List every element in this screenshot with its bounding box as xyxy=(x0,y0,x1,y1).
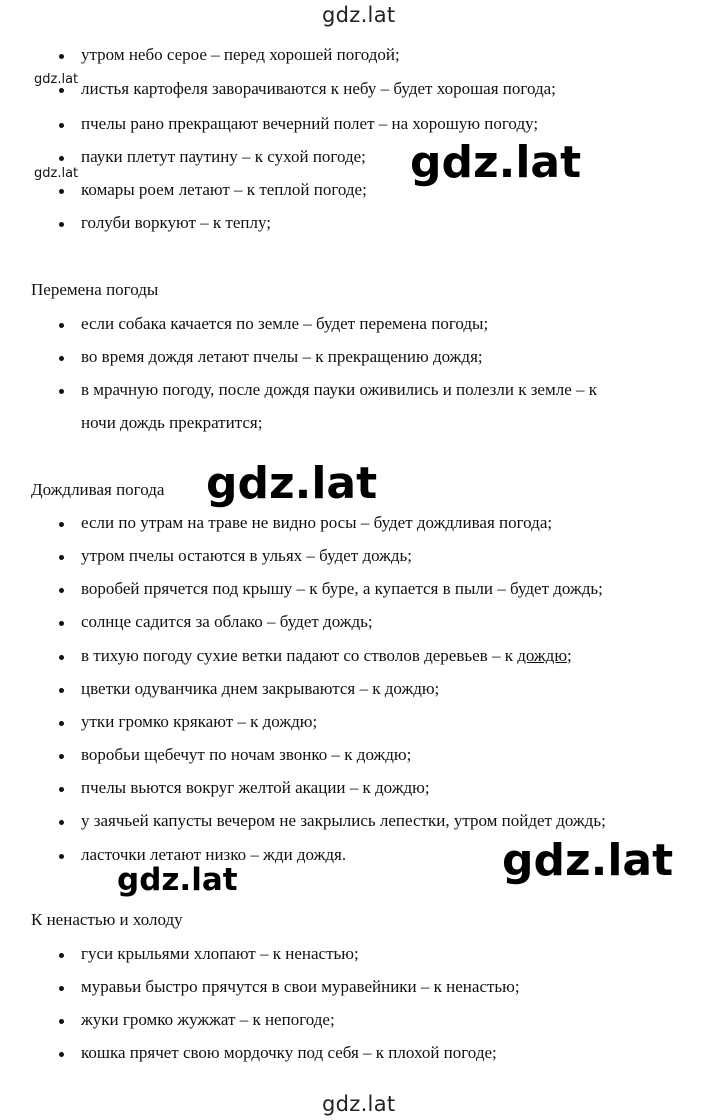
bullet-dot xyxy=(59,621,64,626)
watermark-bottom: gdz.lat xyxy=(322,1092,396,1116)
bullet-dot xyxy=(59,787,64,792)
bullet-dot xyxy=(59,721,64,726)
bullet-dot xyxy=(59,156,64,161)
bullet-dot xyxy=(59,688,64,693)
bullet-dot xyxy=(59,54,64,59)
bullet-dot xyxy=(59,222,64,227)
list-item-continuation: ночи дождь прекратится; xyxy=(81,413,263,432)
bullet-dot xyxy=(59,189,64,194)
watermark-large: gdz.lat xyxy=(206,458,378,509)
watermark-large: gdz.lat xyxy=(502,835,674,886)
bullet-dot xyxy=(59,323,64,328)
bullet-dot xyxy=(59,88,64,93)
watermark-small-left: gdz.lat xyxy=(34,72,79,87)
bullet-dot xyxy=(59,588,64,593)
watermark-medium: gdz.lat xyxy=(117,862,238,898)
bullet-dot xyxy=(59,356,64,361)
bullet-dot xyxy=(59,820,64,825)
bullet-dot xyxy=(59,123,64,128)
watermark-small-left: gdz.lat xyxy=(34,166,79,181)
section-heading: Дождливая погода xyxy=(31,480,165,499)
watermark-top: gdz.lat xyxy=(322,3,396,27)
bullet-dot xyxy=(59,389,64,394)
bullet-dot xyxy=(59,1052,64,1057)
bullet-dot xyxy=(59,522,64,527)
watermark-large: gdz.lat xyxy=(410,137,582,188)
bullet-dot xyxy=(59,953,64,958)
bullet-dot xyxy=(59,1019,64,1024)
bullet-dot xyxy=(59,854,64,859)
bullet-dot xyxy=(59,555,64,560)
bullet-dot xyxy=(59,754,64,759)
underlined-word: дождю xyxy=(517,646,568,665)
bullet-dot xyxy=(59,986,64,991)
section-heading: К ненастью и холоду xyxy=(31,910,183,929)
bullet-dot xyxy=(59,655,64,660)
section-heading: Перемена погоды xyxy=(31,280,159,299)
